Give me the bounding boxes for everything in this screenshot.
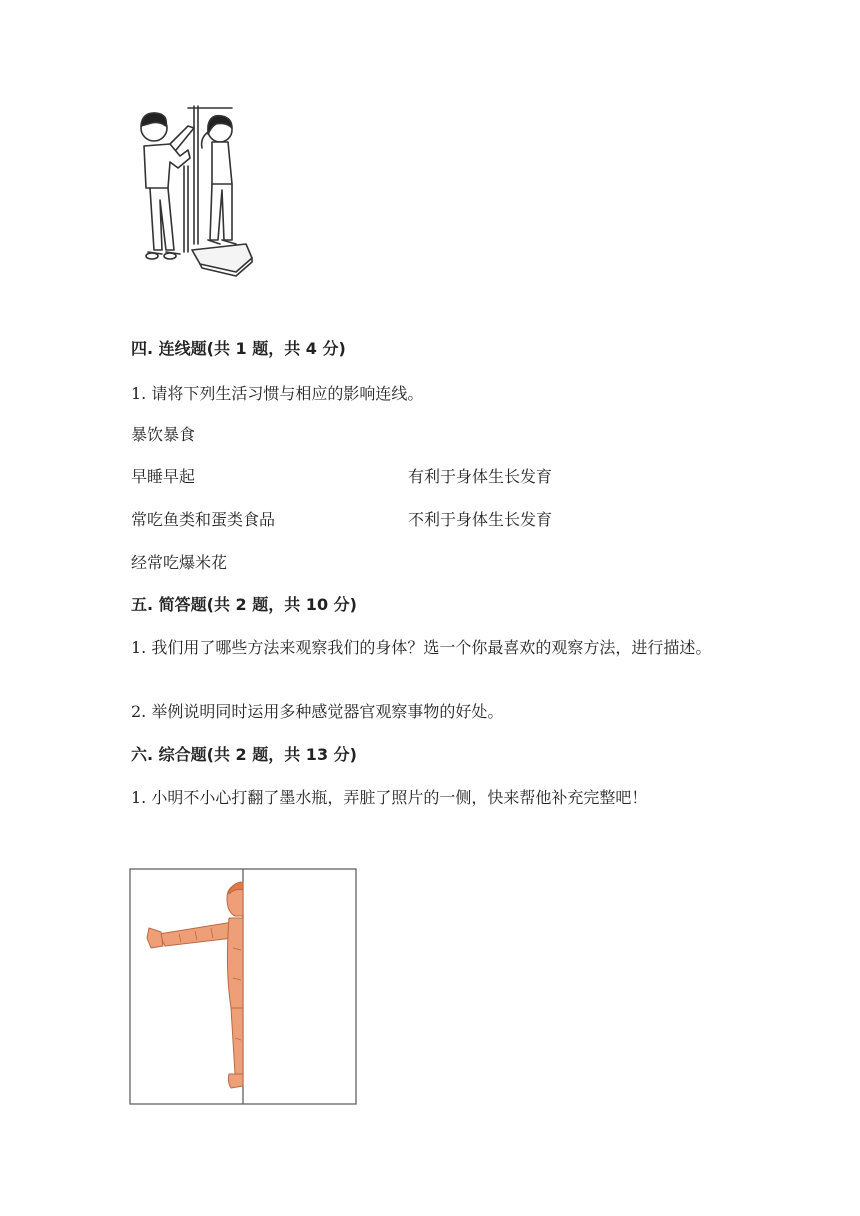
- height-measurement-illustration: [128, 104, 268, 280]
- section-4-question-1: 1. 请将下列生活习惯与相应的影响连线。: [131, 384, 424, 403]
- match-right-item-1: 有利于身体生长发育: [408, 467, 553, 486]
- match-left-item-3: 常吃鱼类和蛋类食品: [131, 510, 276, 529]
- section-6-heading: 六. 综合题(共 2 题，共 13 分): [131, 745, 357, 764]
- section-5-question-2: 2. 举例说明同时运用多种感觉器官观察事物的好处。: [131, 702, 504, 721]
- section-5-question-1: 1. 我们用了哪些方法来观察我们的身体？选一个你最喜欢的观察方法，进行描述。: [131, 638, 712, 657]
- match-right-item-2: 不利于身体生长发育: [408, 510, 553, 529]
- section-6-question-1: 1. 小明不小心打翻了墨水瓶，弄脏了照片的一侧，快来帮他补充完整吧！: [131, 788, 648, 807]
- match-left-item-1: 暴饮暴食: [131, 425, 196, 444]
- match-left-item-2: 早睡早起: [131, 467, 196, 486]
- section-5-heading: 五. 简答题(共 2 题，共 10 分): [131, 595, 357, 614]
- match-left-item-4: 经常吃爆米花: [131, 553, 228, 572]
- half-person-photo-illustration: [129, 868, 359, 1108]
- section-4-heading: 四. 连线题(共 1 题，共 4 分): [131, 339, 346, 358]
